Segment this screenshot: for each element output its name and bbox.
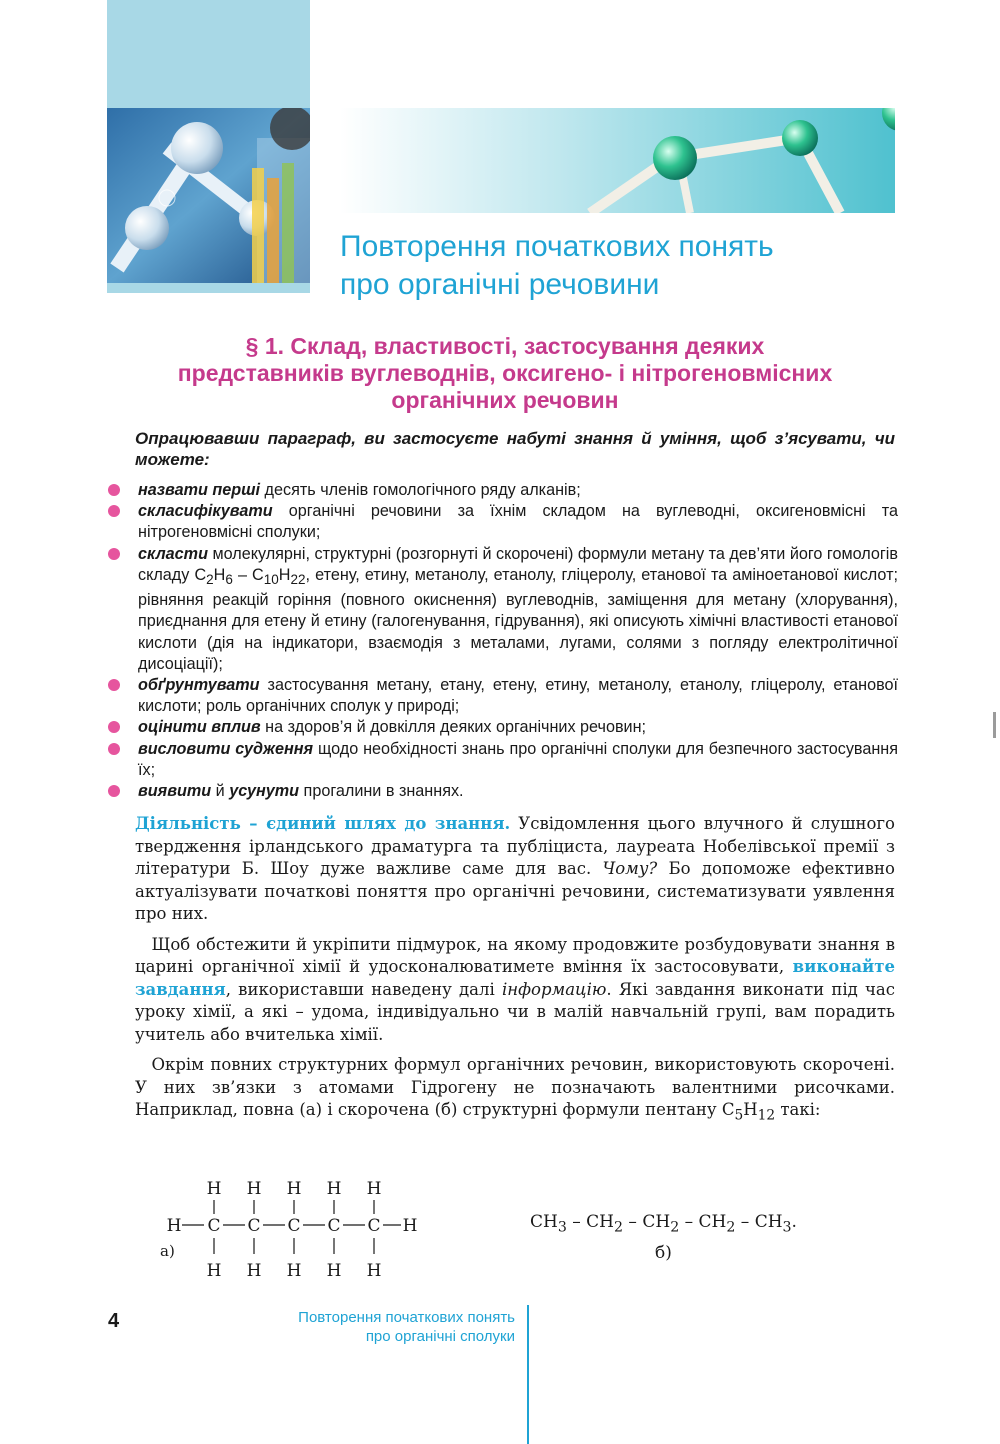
footer-line: про органічні сполуки bbox=[365, 1328, 515, 1345]
bullet-icon bbox=[108, 679, 120, 691]
atom-hydrogen: H bbox=[166, 1216, 182, 1236]
list-item bbox=[108, 739, 898, 781]
formula-label: а) bbox=[160, 1242, 175, 1260]
section-title-line: органічних речовин bbox=[391, 387, 619, 413]
header-photo-molecule-model bbox=[340, 108, 895, 213]
atom-hydrogen: H bbox=[366, 1261, 382, 1281]
goal-keyword: назвати перші bbox=[138, 481, 261, 499]
atom-carbon: C bbox=[247, 1216, 261, 1236]
goal-text: застосування метану, етану, етену, етину, метанолу, етанолу, гліцеролу, етанової кислоти; роль органічних сполук у природі; bbox=[138, 676, 898, 716]
list-item bbox=[108, 717, 898, 738]
atom-hydrogen: H bbox=[206, 1261, 222, 1281]
goal-text: органічні речовини за їхнім складом на вуглеводні, оксигеновмісні та нітрогеновмісні сполуки; bbox=[138, 502, 898, 542]
list-item bbox=[108, 480, 898, 501]
section-title-line: § 1. Склад, властивості, застосування деяких bbox=[245, 333, 765, 359]
page-edge-mark bbox=[993, 712, 996, 738]
goal-text: прогалини в знаннях. bbox=[299, 782, 464, 801]
goal-keyword: оцінити вплив bbox=[138, 718, 261, 737]
atom-carbon: C bbox=[367, 1216, 381, 1236]
body-text bbox=[135, 813, 895, 1135]
formula-group: $CH_2$ bbox=[642, 1212, 680, 1236]
list-item bbox=[108, 544, 898, 675]
section-title-line: представників вуглеводнів, оксигено- і нітрогеновмісних bbox=[177, 360, 833, 386]
chapter-title-line: про органічні речовини bbox=[340, 268, 660, 301]
goal-keyword: усунути bbox=[229, 782, 300, 801]
paragraph-text: Щоб обстежити й укріпити підмурок, на якому продовжите розбудовувати знання в царині органічної хімії й удосконалюватимете вміння їх застосовувати, bbox=[135, 934, 895, 976]
atom-carbon: C bbox=[287, 1216, 301, 1236]
chapter-title-line: Повторення початкових понять bbox=[340, 230, 774, 263]
footer-divider bbox=[527, 1305, 529, 1444]
formula-label: б) bbox=[655, 1243, 672, 1264]
learning-goals-list bbox=[108, 480, 898, 802]
formula-group: $CH_3$ bbox=[754, 1212, 792, 1236]
goal-keyword: виявити bbox=[138, 782, 212, 801]
chapter-title bbox=[340, 228, 900, 304]
paragraph-text: . Які завдання виконати під час уроку хімії, а які – удома, індивідуально чи в малій навчальній групі, вам порадить учитель або вчителька хімії. bbox=[135, 979, 895, 1044]
paragraph-highlight: виконайте завдання bbox=[135, 957, 895, 999]
section-title bbox=[110, 333, 900, 414]
running-footer bbox=[240, 1308, 515, 1346]
goal-keyword: висловити судження bbox=[138, 739, 314, 758]
goal-keyword: скласти bbox=[138, 544, 208, 563]
paragraph bbox=[135, 813, 895, 926]
goal-text: на здоров’я й довкілля деяких органічних речовин; bbox=[260, 718, 647, 737]
goal-text: й bbox=[211, 782, 230, 801]
goal-keyword: скласифікувати bbox=[138, 502, 273, 521]
list-item bbox=[108, 501, 898, 543]
structural-formula-condensed bbox=[530, 1212, 890, 1263]
bullet-icon bbox=[108, 548, 120, 560]
bullet-icon bbox=[108, 484, 120, 496]
structural-formula-full bbox=[160, 1170, 450, 1285]
paragraph-text: такі: bbox=[775, 1100, 821, 1119]
atom-hydrogen: H bbox=[246, 1261, 262, 1281]
atom-carbon: C bbox=[207, 1216, 221, 1236]
goal-text: молекулярні, структурні (розгорнуті й скорочені) формули метану та дев’яти його гомологів складу bbox=[138, 544, 898, 584]
paragraph-text: , використавши наведену далі bbox=[225, 979, 502, 999]
paragraph-highlight: Діяльність – єдиний шлях до знання. bbox=[135, 814, 511, 833]
paragraph-emphasis: Чому? bbox=[602, 859, 658, 878]
bullet-icon bbox=[108, 743, 120, 755]
formula-group: $CH_2$ bbox=[586, 1212, 624, 1236]
atom-hydrogen: H bbox=[402, 1216, 418, 1236]
paragraph bbox=[135, 934, 895, 1047]
list-item bbox=[108, 675, 898, 717]
atom-hydrogen: H bbox=[246, 1179, 262, 1199]
paragraph bbox=[135, 1054, 895, 1127]
paragraph-emphasis: інформацію bbox=[501, 979, 607, 999]
bullet-icon bbox=[108, 721, 120, 733]
paragraph-text: Окрім повних структурних формул органічних речовин, використовують скорочені. У них зв’язки з атомами Гідрогену не позначають валентними рисочками. Наприклад, повна (а) і скорочена (б) структурні формули пентану bbox=[135, 1055, 895, 1119]
list-item bbox=[108, 781, 898, 802]
atom-hydrogen: H bbox=[206, 1179, 222, 1199]
formula-group: $CH_3$ bbox=[530, 1212, 567, 1236]
goal-text: щодо необхідності знань про органічні сполуки для безпечного застосування їх; bbox=[138, 739, 898, 779]
atom-hydrogen: H bbox=[286, 1261, 302, 1281]
atom-hydrogen: H bbox=[286, 1179, 302, 1199]
condensed-formula: $CH_3 - CH_2 - CH_2 - CH_2 - CH_3$. bbox=[530, 1212, 797, 1236]
goal-text: десять членів гомологічного ряду алканів; bbox=[260, 481, 581, 499]
header-photo-lab-glassware bbox=[107, 108, 310, 283]
footer-line: Повторення початкових понять bbox=[298, 1309, 515, 1326]
bullet-icon bbox=[108, 505, 120, 517]
atom-hydrogen: H bbox=[326, 1261, 342, 1281]
goal-keyword: обґрунтувати bbox=[138, 676, 260, 695]
paragraph-text: Бо допоможе ефективно актуалізувати початкові поняття про органічні речовини, систематизувати уявлення про них. bbox=[135, 859, 895, 923]
atom-hydrogen: H bbox=[326, 1179, 342, 1199]
formula-homologs: $C_2H_6 - C_{10}H_{22}$ bbox=[194, 565, 306, 588]
bullet-icon bbox=[108, 785, 120, 797]
paragraph-text: Усвідомлення цього влучного й слушного твердження ірландського драматурга та публіциста, лауреата Нобелівської премії з літератури Б. Шоу дуже важливе саме для вас. bbox=[135, 814, 895, 878]
learning-goals-intro: Опрацювавши параграф, ви застосуєте набуті знання й уміння, щоб з’ясувати, чи можете: bbox=[135, 429, 895, 469]
goal-text: , етену, етину, метанолу, етанолу, гліцеролу, етанової та аміноетанової кислот; рівняння реакцій горіння (повного окиснення) вуглеводнів, заміщення для метану (хлорування), приєднання для етену й етину (галогенування, гідрування), які описують хімічні властивості етанової кислоти (дія на індикатори, взаємодія з металами, лугами, солями з погляду електролітичної дисоціації); bbox=[138, 565, 898, 673]
atom-carbon: C bbox=[327, 1216, 341, 1236]
formula-group: $CH_2$ bbox=[698, 1212, 736, 1236]
formula-pentane: $C_5H_{12}$ bbox=[721, 1100, 776, 1124]
page-number: 4 bbox=[108, 1310, 120, 1332]
atom-hydrogen: H bbox=[366, 1179, 382, 1199]
